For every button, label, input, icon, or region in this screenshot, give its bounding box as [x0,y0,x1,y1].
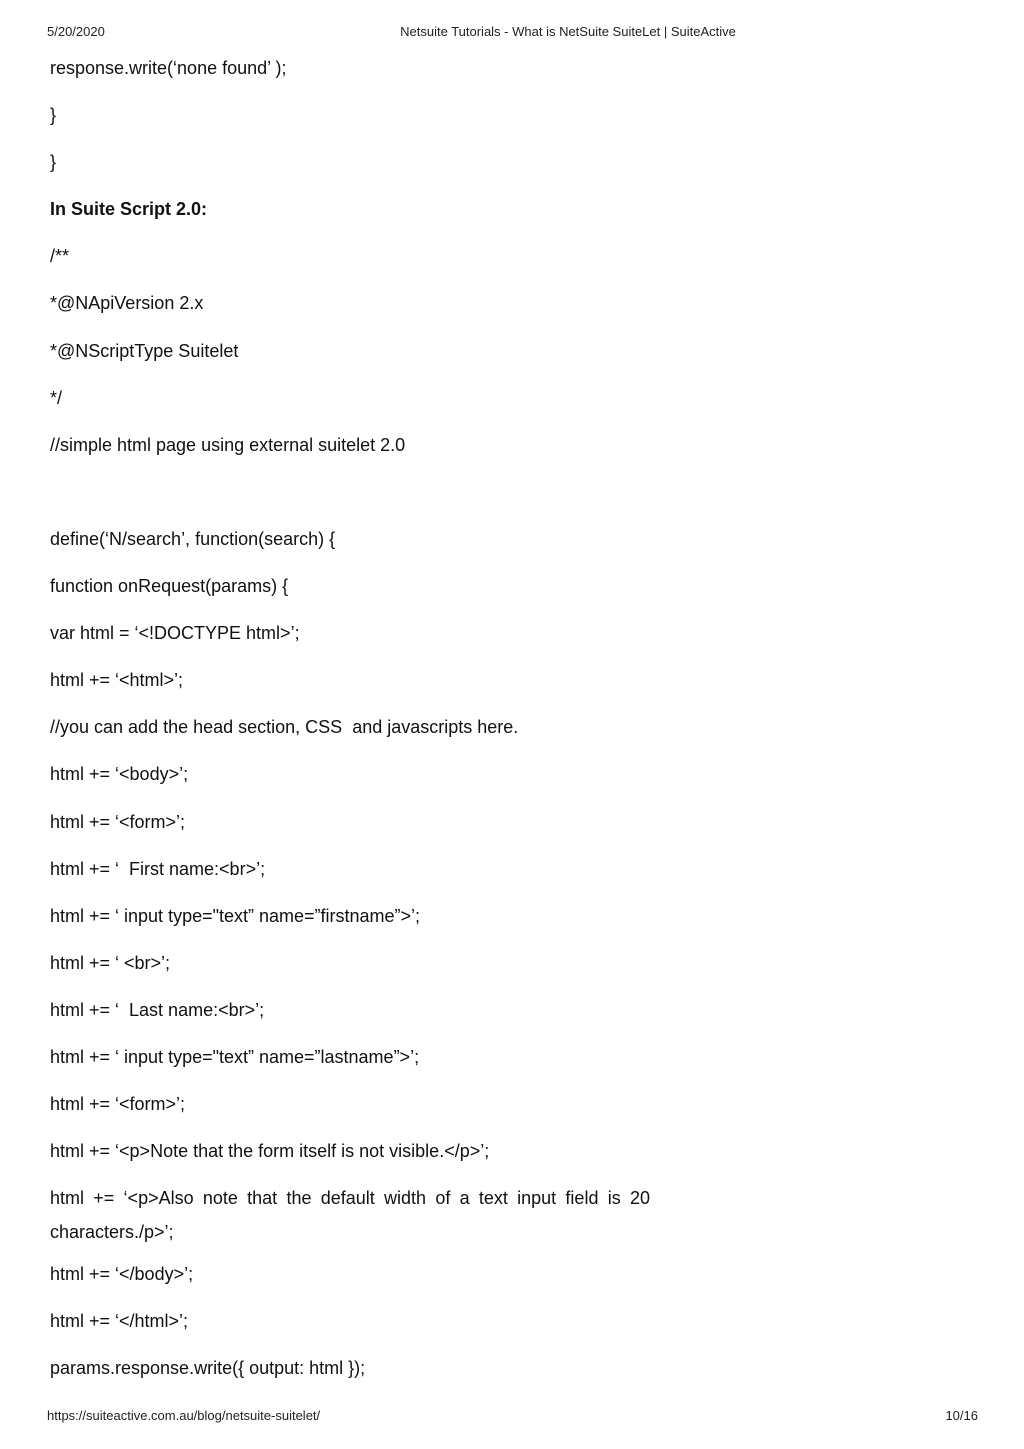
code-line: html += ‘ <br>’; [50,952,171,973]
code-line: var html = ‘<!DOCTYPE html>’; [50,623,300,644]
code-line: html += ‘<form>’; [50,811,186,832]
code-line: //simple html page using external suitelet 2.0 [50,434,406,455]
header-title: Netsuite Tutorials - What is NetSuite SuiteLet | SuiteActive [400,24,736,39]
code-line: /** [50,246,70,267]
code-line: html += ‘</html>’; [50,1311,189,1332]
page-number: 10/16 [945,1408,978,1423]
code-line: */ [50,387,63,408]
code-line: html += ‘<html>’; [50,670,184,691]
code-line: html += ‘ input type="text” name=”firstname”>’; [50,905,421,926]
code-line: define(‘N/search’, function(search) { [50,528,336,549]
code-line: html += ‘</body>’; [50,1264,194,1285]
code-line: html += ‘ input type="text” name=”lastname”>’; [50,1046,420,1067]
code-line: *@NApiVersion 2.x [50,293,204,314]
section-heading: In Suite Script 2.0: [50,199,208,220]
code-line: html += ‘ First name:<br>’; [50,858,266,879]
header-date: 5/20/2020 [47,24,105,39]
code-line: html += ‘ Last name:<br>’; [50,999,265,1020]
code-line: html += ‘<body>’; [50,764,189,785]
blank-line [50,480,650,527]
code-line: *@NScriptType Suitelet [50,340,239,361]
code-line: } [50,105,57,126]
footer-url: https://suiteactive.com.au/blog/netsuite-suitelet/ [47,1408,321,1423]
code-line: html += ‘<form>’; [50,1094,186,1115]
code-content [50,56,650,1404]
code-line: html += ‘<p>Also note that the default width of a text input field is 20 characters./p>’; [50,1188,650,1243]
code-line: html += ‘<p>Note that the form itself is not visible.</p>’; [50,1141,490,1162]
code-line: params.response.write({ output: html }); [50,1358,366,1379]
code-line: //you can add the head section, CSS and javascripts here. [50,717,519,738]
code-line: } [50,152,57,173]
code-line: function onRequest(params) { [50,576,289,597]
code-line: response.write(‘none found’ ); [50,58,287,78]
